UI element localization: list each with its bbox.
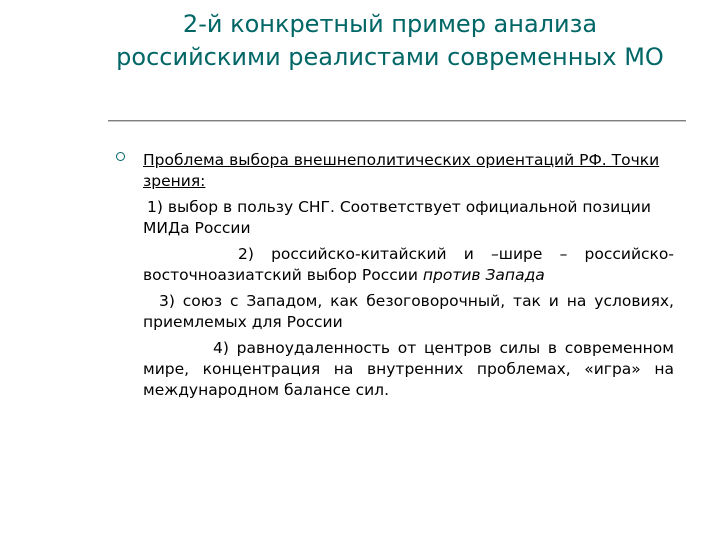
point-1 — [143, 197, 674, 239]
bullet-heading-paragraph — [143, 150, 674, 192]
point-3 — [143, 291, 674, 333]
point-2-emphasis: против Запада — [422, 266, 545, 284]
point-4 — [143, 338, 674, 401]
point-3-text: 3) союз с Западом, как безоговорочный, так и на условиях, приемлемых для России — [143, 292, 674, 331]
point-4-text: 4) равноудаленность от центров силы в современном мире, концентрация на внутренних проблемах, «игра» на международном балансе сил. — [143, 339, 674, 399]
bullet-heading: Проблема выбора внешнеполитических ориентаций РФ. Точки зрения: — [143, 151, 660, 190]
slide-title: 2-й конкретный пример анализа российскими реалистами современных МО — [116, 10, 664, 71]
slide-body — [143, 150, 674, 406]
hollow-circle-bullet-icon — [116, 152, 125, 161]
point-2-text: 2) российско-китайский и –шире – российско-восточноазиатский выбор России — [143, 245, 674, 284]
point-2 — [143, 244, 674, 286]
title-divider — [108, 120, 686, 122]
point-1-text: 1) выбор в пользу СНГ. Соответствует официальной позиции МИДа России — [143, 198, 651, 237]
